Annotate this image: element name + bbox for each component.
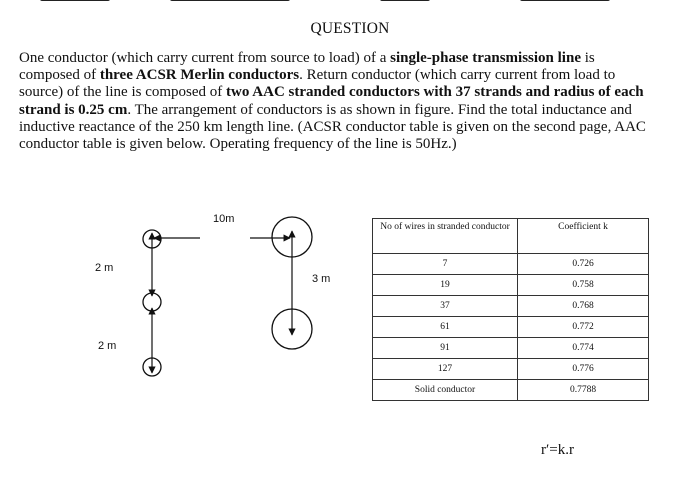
table-cell: 0.772: [518, 317, 649, 338]
question-bold-part: three ACSR Merlin conductors: [99, 67, 300, 84]
cropped-previous-text: [0, 0, 700, 6]
table-cell: 0.726: [518, 254, 649, 275]
table-row: [373, 359, 649, 380]
question-heading: QUESTION: [310, 20, 390, 37]
question-bold-part: single-phase transmission line: [390, 50, 581, 66]
table-header: No of wires in stranded conductor: [373, 219, 518, 254]
question-text-part: . Return conductor (which carry current from load to source) of the line is composed of: [19, 67, 616, 101]
table-cell: 0.7788: [518, 380, 649, 401]
table-header-row: [373, 219, 649, 254]
question-bold-part: two AAC stranded conductors with 37 strands and radius of each strand is 0.25 cm: [19, 84, 644, 118]
table-row: [373, 317, 649, 338]
label-3m: 3 m: [312, 273, 331, 285]
label-10m: 10m: [213, 213, 235, 225]
question-text-part: . The arrangement of conductors is as shown in figure. Find the total inductance and inductive reactance of the 250 km length line. (ACSR conductor table is given on the second page, AAC conductor table is given below. Operating frequency of the line is 50Hz.): [19, 101, 646, 153]
table-cell: 0.776: [518, 359, 649, 380]
aac-coefficient-table: [372, 218, 649, 401]
label-2m-bottom: 2 m: [98, 340, 117, 352]
label-2m-top: 2 m: [95, 262, 114, 274]
radius-formula: r′=k.r: [541, 442, 574, 458]
table-row: [373, 338, 649, 359]
table-cell: 61: [373, 317, 518, 338]
conductor-arrangement-figure: [88, 205, 338, 390]
table-cell: 7: [373, 254, 518, 275]
table-cell: 0.768: [518, 296, 649, 317]
table-cell: 127: [373, 359, 518, 380]
table-row: [373, 380, 649, 401]
table-row: [373, 296, 649, 317]
table-cell: 19: [373, 275, 518, 296]
table-cell: 37: [373, 296, 518, 317]
question-text-part: One conductor (which carry current from source to load) of a: [19, 50, 391, 66]
table-cell: Solid conductor: [373, 380, 518, 401]
table-row: [373, 275, 649, 296]
question-text: [19, 50, 659, 153]
table-cell: 91: [373, 338, 518, 359]
question-text-part: is composed of: [19, 50, 595, 84]
table-cell: 0.774: [518, 338, 649, 359]
table-row: [373, 254, 649, 275]
table-header: Coefficient k: [518, 219, 649, 254]
table-cell: 0.758: [518, 275, 649, 296]
